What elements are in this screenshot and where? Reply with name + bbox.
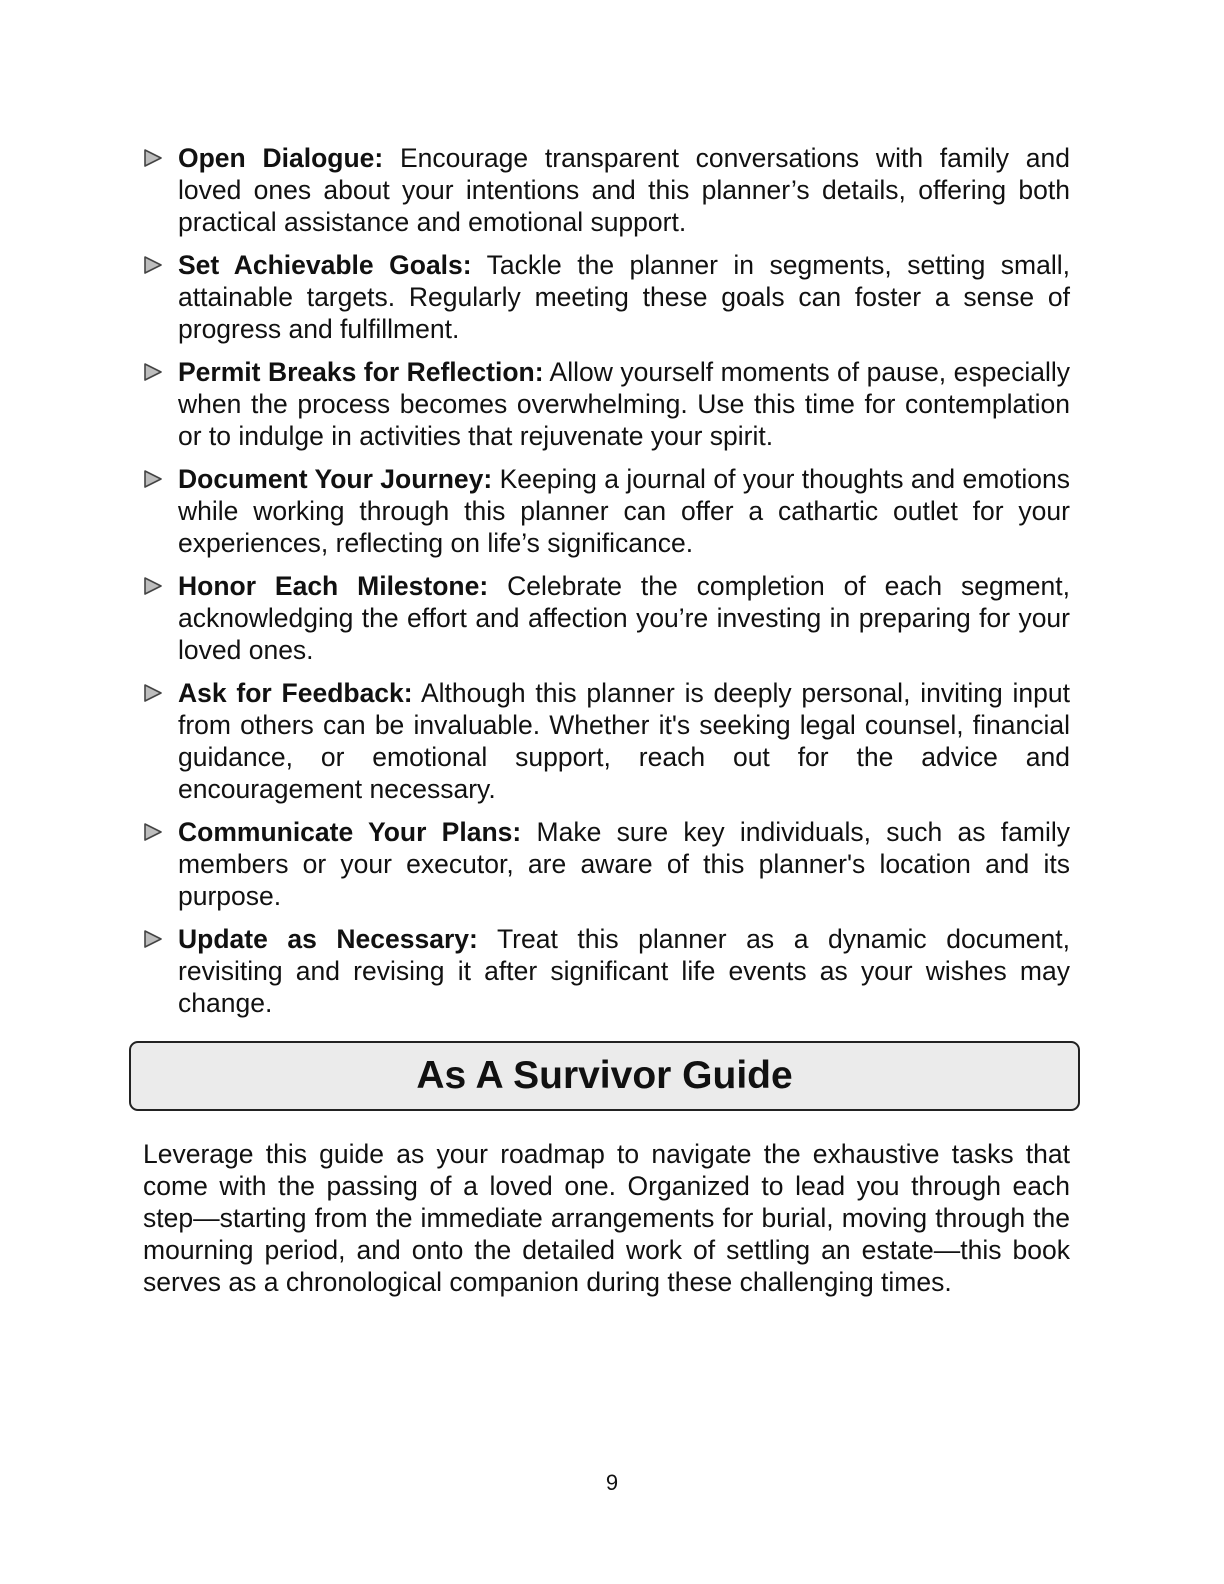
tip-term: Document Your Journey: <box>178 464 493 494</box>
triangle-arrow-icon <box>143 149 163 167</box>
list-item <box>143 677 1070 805</box>
section-heading-box <box>129 1041 1080 1111</box>
triangle-arrow-icon <box>143 930 163 948</box>
tip-text: Encourage transparent conversations with family and loved ones about your intentions and this planner’s details, offering both practical assistance and emotional support. <box>178 143 1070 237</box>
tip-text: Celebrate the completion of each segment, acknowledging the effort and affection you’re investing in preparing for your loved ones. <box>178 571 1070 665</box>
tip-text: Make sure key individuals, such as family members or your executor, are aware of this planner's location and its purpose. <box>178 817 1070 911</box>
tip-text: Although this planner is deeply personal, inviting input from others can be invaluable. Whether it's seeking legal counsel, financial guidance, or emotional support, reach out for the advice and encouragement necessary. <box>178 678 1070 804</box>
section-body: Leverage this guide as your roadmap to navigate the exhaustive tasks that come with the passing of a loved one. Organized to lead you through each step—starting from the immediate arrangements for burial, moving through the mourning period, and onto the detailed work of settling an estate—this book serves as a chronological companion during these challenging times. <box>143 1139 1070 1297</box>
list-item <box>143 142 1070 238</box>
triangle-arrow-icon <box>143 363 163 381</box>
tip-term: Honor Each Milestone: <box>178 571 489 601</box>
list-item <box>143 570 1070 666</box>
section-title: As A Survivor Guide <box>416 1054 793 1097</box>
list-item <box>143 463 1070 559</box>
triangle-arrow-icon <box>143 577 163 595</box>
list-item <box>143 356 1070 452</box>
tip-term: Open Dialogue: <box>178 143 384 173</box>
tip-text: Treat this planner as a dynamic document, revisiting and revising it after significant life events as your wishes may change. <box>178 924 1070 1018</box>
triangle-arrow-icon <box>143 684 163 702</box>
list-item <box>143 816 1070 912</box>
tip-text: Keeping a journal of your thoughts and emotions while working through this planner can offer a cathartic outlet for your experiences, reflecting on life’s significance. <box>178 464 1070 558</box>
triangle-arrow-icon <box>143 256 163 274</box>
page-number: 9 <box>605 1470 619 1495</box>
tip-text: Allow yourself moments of pause, especially when the process becomes overwhelming. Use this time for contemplation or to indulge in activities that rejuvenate your spirit. <box>178 357 1071 451</box>
tip-term: Set Achievable Goals: <box>178 250 472 280</box>
tip-term: Communicate Your Plans: <box>178 817 522 847</box>
triangle-arrow-icon <box>143 470 163 488</box>
list-item <box>143 923 1070 1019</box>
tips-list <box>143 142 1070 1030</box>
triangle-arrow-icon <box>143 823 163 841</box>
tip-text: Tackle the planner in segments, setting small, attainable targets. Regularly meeting these goals can foster a sense of progress and fulfillment. <box>178 250 1071 344</box>
tip-term: Update as Necessary: <box>178 924 478 954</box>
tip-term: Permit Breaks for Reflection: <box>178 357 544 387</box>
tip-term: Ask for Feedback: <box>178 678 413 708</box>
list-item <box>143 249 1070 345</box>
